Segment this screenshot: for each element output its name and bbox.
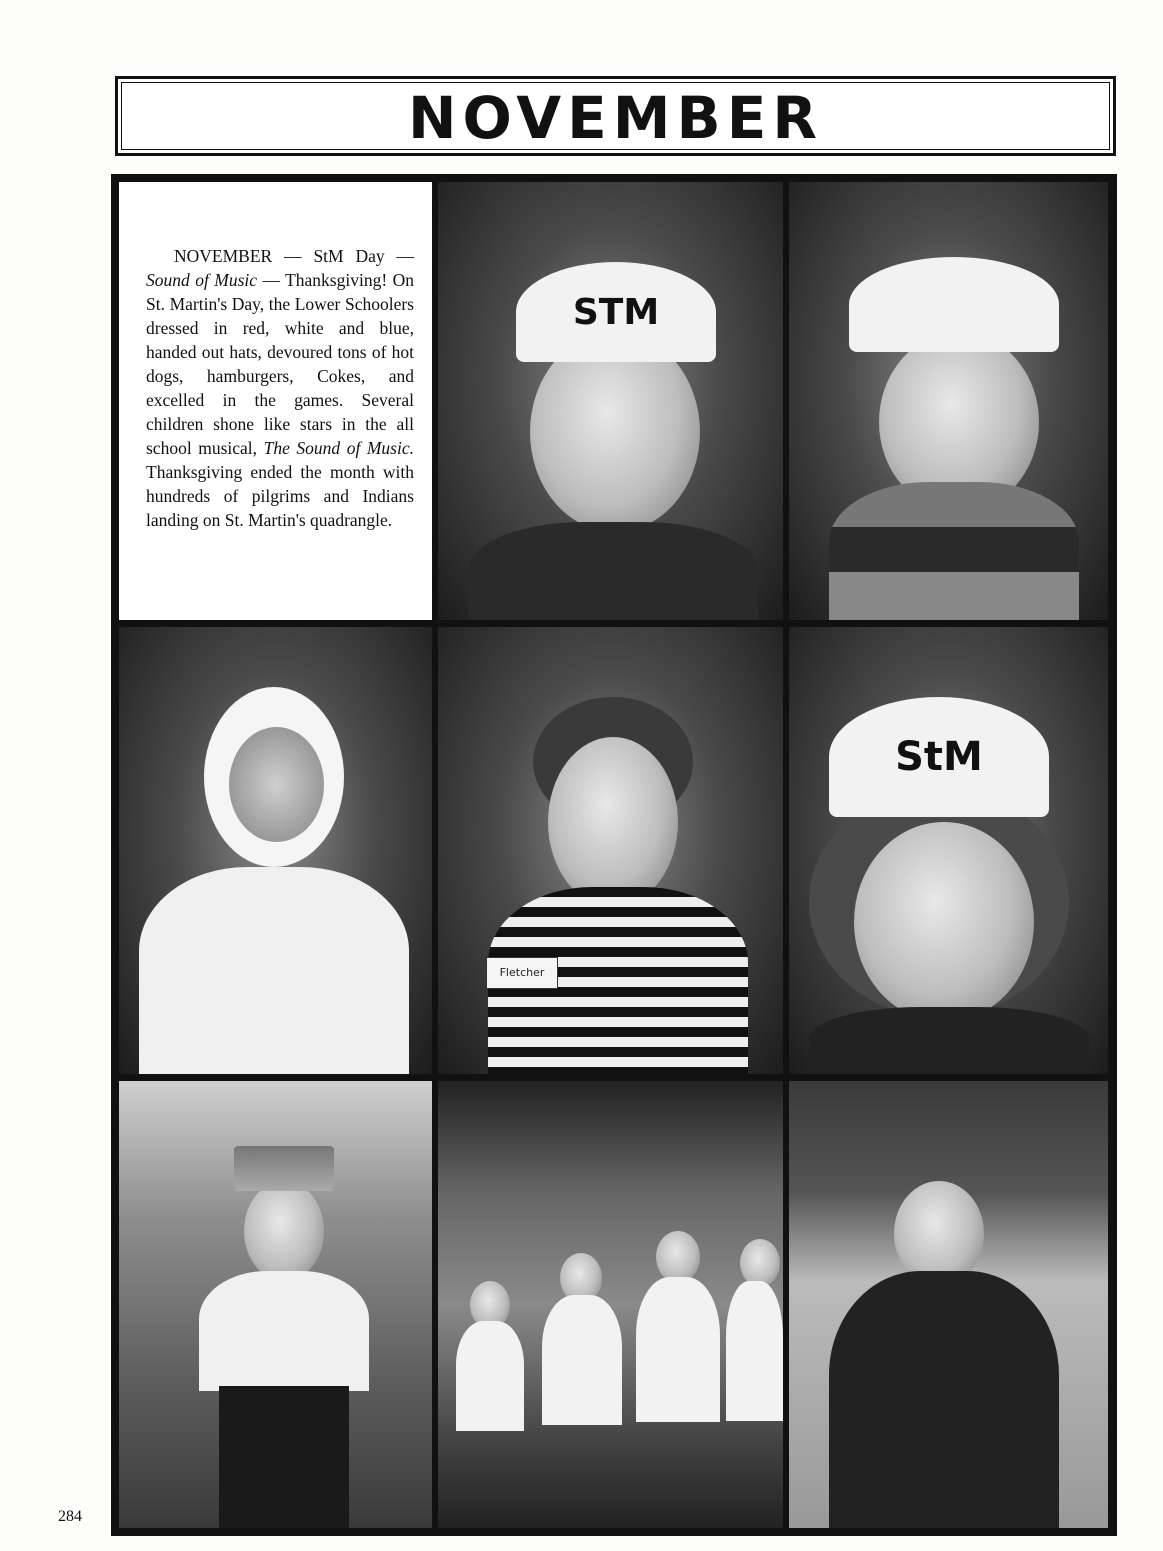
photo-face [229, 727, 324, 842]
photo-sound-of-music-cast [438, 1081, 783, 1528]
hat-label: STM [572, 291, 660, 333]
photo-body [468, 522, 758, 620]
photo-child-3-dress [636, 1277, 720, 1422]
photo-face [244, 1181, 324, 1281]
name-tag [486, 957, 558, 989]
photo-hat [516, 262, 716, 362]
photo-feather-headband [234, 1146, 334, 1191]
photo-child-2-dress [542, 1295, 622, 1425]
photo-boy-striped-sweater [789, 182, 1108, 620]
photo-boy-sitting-on-blanket [789, 1081, 1108, 1528]
photo-boy-feather-headband [119, 1081, 432, 1528]
photo-body [829, 1271, 1059, 1528]
intro-text-2: — Thanksgiving! On St. Martin's Day, the Lower Schoolers dressed in red, white and blue, handed out hats, devoured tons of hot dogs, hamburgers, Cokes, and excelled in the games. Several children shone like stars in the all school musical, [146, 270, 414, 458]
intro-text-3: Thanksgiving ended the month with hundreds of pilgrims and Indians landing on St. Martin's quadrangle. [146, 462, 414, 530]
photo-body [199, 1271, 369, 1391]
photo-child-3-face [656, 1231, 700, 1283]
photo-face [530, 332, 700, 532]
intro-text-1: NOVEMBER — StM Day — [174, 246, 414, 266]
photo-child-1-dress [456, 1321, 524, 1431]
photo-pants [219, 1386, 349, 1528]
name-tag-label: Fletcher [499, 966, 545, 979]
photo-girl-stm-hat-smiling [789, 627, 1108, 1074]
intro-italic-2: The Sound of Music. [263, 438, 414, 458]
photo-face [854, 822, 1034, 1022]
photo-body [829, 482, 1079, 620]
photo-face [548, 737, 678, 907]
photo-child-4-dress [726, 1281, 783, 1421]
photo-boy-stm-hat-goggles [438, 182, 783, 620]
title-banner [115, 76, 1116, 156]
photo-body [809, 1007, 1089, 1074]
photo-body [139, 867, 409, 1074]
intro-text-block [119, 182, 432, 620]
hat-label: StM [895, 734, 983, 780]
photo-pilgrim-girl-bonnet [119, 627, 432, 1074]
photo-hat [849, 257, 1059, 352]
photo-boy-striped-shirt [438, 627, 783, 1074]
intro-italic-1: Sound of Music [146, 270, 258, 290]
photo-hat [829, 697, 1049, 817]
page-number: 284 [58, 1508, 82, 1525]
page-title: NOVEMBER [407, 84, 823, 152]
photo-child-4-face [740, 1239, 780, 1287]
intro-paragraph [146, 244, 414, 532]
